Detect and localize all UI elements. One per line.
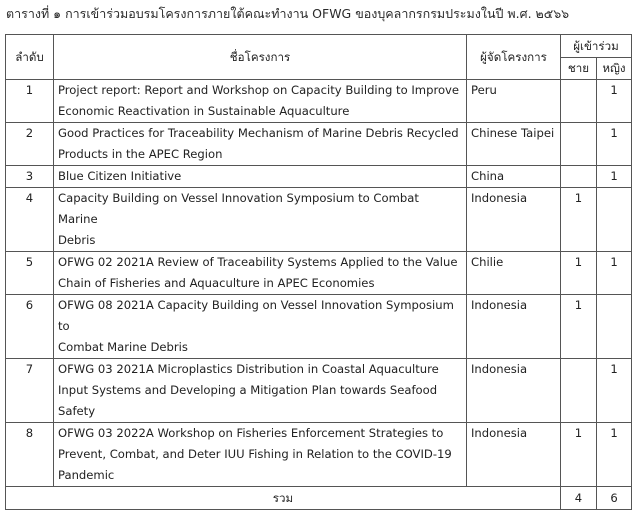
project-title-line: Safety <box>58 404 96 418</box>
male-count <box>561 80 597 123</box>
project-title-line: Prevent, Combat, and Deter IUU Fishing in Relation to the COVID-19 <box>58 447 452 461</box>
table-row <box>6 423 632 487</box>
female-count <box>597 188 632 252</box>
organizer-cell: Indonesia <box>467 188 561 252</box>
header-organizer: ผู้จัดโครงการ <box>467 35 561 80</box>
project-title-line: Products in the APEC Region <box>58 147 223 161</box>
table-row <box>6 252 632 295</box>
project-title <box>54 188 467 252</box>
project-title-line: Project report: Report and Workshop on Capacity Building to Improve <box>58 83 460 97</box>
row-number: 4 <box>6 188 54 252</box>
project-title <box>54 359 467 423</box>
project-title-line: Good Practices for Traceability Mechanism of Marine Debris Recycled <box>58 126 459 140</box>
female-count: 1 <box>597 423 632 487</box>
male-count: 1 <box>561 295 597 359</box>
organizer-cell: Indonesia <box>467 295 561 359</box>
project-title <box>54 123 467 166</box>
total-female: 6 <box>597 487 632 510</box>
table-body <box>6 80 632 487</box>
participation-table <box>5 34 632 510</box>
organizer-cell: Chilie <box>467 252 561 295</box>
table-caption: ตารางที่ ๑ การเข้าร่วมอบรมโครงการภายใต้คณะทำงาน OFWG ของบุคลากรกรมประมงในปี พ.ศ. ๒๕๖๖ <box>6 6 570 21</box>
female-count: 1 <box>597 359 632 423</box>
header-male: ชาย <box>561 58 597 80</box>
project-title-line: OFWG 03 2021A Microplastics Distribution in Coastal Aquaculture <box>58 362 439 376</box>
table-row <box>6 295 632 359</box>
organizer-cell: Peru <box>467 80 561 123</box>
project-title <box>54 252 467 295</box>
project-title-line: Blue Citizen Initiative <box>58 169 182 183</box>
project-title <box>54 80 467 123</box>
organizer-cell: Indonesia <box>467 423 561 487</box>
organizer-cell: China <box>467 166 561 188</box>
female-count <box>597 295 632 359</box>
header-project: ชื่อโครงการ <box>54 35 467 80</box>
male-count <box>561 359 597 423</box>
row-number: 3 <box>6 166 54 188</box>
female-count: 1 <box>597 123 632 166</box>
project-title-line: Economic Reactivation in Sustainable Aquaculture <box>58 104 350 118</box>
project-title-line: Chain of Fisheries and Aquaculture in APEC Economies <box>58 276 375 290</box>
table-row <box>6 359 632 423</box>
female-count: 1 <box>597 166 632 188</box>
project-title-line: OFWG 03 2022A Workshop on Fisheries Enforcement Strategies to <box>58 426 444 440</box>
male-count <box>561 123 597 166</box>
row-number: 6 <box>6 295 54 359</box>
header-female: หญิง <box>597 58 632 80</box>
project-title <box>54 295 467 359</box>
table-row <box>6 188 632 252</box>
table-row <box>6 123 632 166</box>
male-count: 1 <box>561 423 597 487</box>
project-title-line: Input Systems and Developing a Mitigation Plan towards Seafood <box>58 383 438 397</box>
row-number: 8 <box>6 423 54 487</box>
male-count: 1 <box>561 252 597 295</box>
organizer-cell: Chinese Taipei <box>467 123 561 166</box>
total-male: 4 <box>561 487 597 510</box>
project-title <box>54 166 467 188</box>
female-count: 1 <box>597 252 632 295</box>
table-row <box>6 80 632 123</box>
row-number: 1 <box>6 80 54 123</box>
project-title-line: Combat Marine Debris <box>58 340 188 354</box>
project-title-line: Debris <box>58 233 96 247</box>
row-number: 2 <box>6 123 54 166</box>
organizer-cell: Indonesia <box>467 359 561 423</box>
table-row <box>6 166 632 188</box>
row-number: 7 <box>6 359 54 423</box>
total-label: รวม <box>6 487 561 510</box>
total-row <box>6 487 632 510</box>
project-title-line: OFWG 02 2021A Review of Traceability Systems Applied to the Value <box>58 255 458 269</box>
male-count: 1 <box>561 188 597 252</box>
project-title-line: Pandemic <box>58 468 115 482</box>
project-title-line: Capacity Building on Vessel Innovation Symposium to Combat Marine <box>58 191 419 226</box>
female-count: 1 <box>597 80 632 123</box>
male-count <box>561 166 597 188</box>
header-participants: ผู้เข้าร่วม <box>561 35 632 58</box>
project-title <box>54 423 467 487</box>
project-title-line: OFWG 08 2021A Capacity Building on Vessel Innovation Symposium to <box>58 298 454 333</box>
row-number: 5 <box>6 252 54 295</box>
header-no: ลำดับ <box>6 35 54 80</box>
